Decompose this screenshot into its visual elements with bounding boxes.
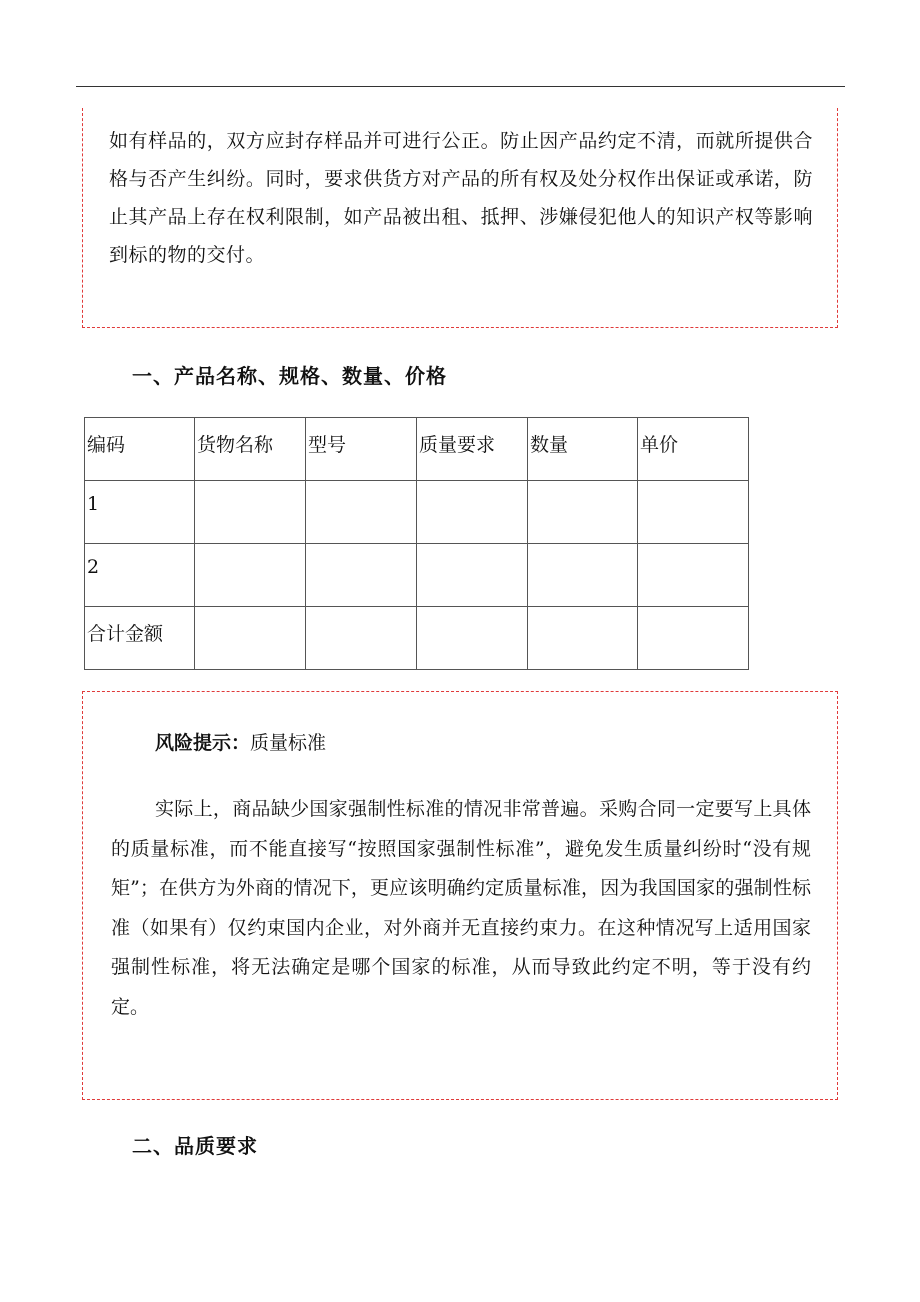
table-header-row: [85, 418, 749, 481]
section-heading-products: 一、产品名称、规格、数量、价格: [132, 364, 447, 388]
header-rule: [76, 86, 845, 87]
table-cell: [638, 607, 749, 670]
table-row: [85, 544, 749, 607]
table-cell: [417, 607, 528, 670]
table-cell: [195, 481, 306, 544]
table-cell: [306, 544, 417, 607]
table-cell: [528, 544, 638, 607]
risk-label: 风险提示：: [155, 732, 251, 754]
header-cell: 质量要求: [417, 418, 528, 481]
intro-note-box: [82, 108, 838, 328]
table-cell: [417, 481, 528, 544]
risk-note-box: [82, 691, 838, 1100]
table-row: [85, 481, 749, 544]
table-cell: [638, 544, 749, 607]
table-cell: [638, 481, 749, 544]
risk-topic: 质量标准: [250, 732, 327, 754]
header-cell: 数量: [528, 418, 638, 481]
table-cell: 2: [85, 544, 195, 607]
table-cell: [528, 481, 638, 544]
goods-table: [84, 417, 749, 670]
table-cell: [306, 607, 417, 670]
table-cell: 1: [85, 481, 195, 544]
table-cell: [195, 544, 306, 607]
table-total-row: [85, 607, 749, 670]
header-cell: 编码: [85, 418, 195, 481]
section-heading-quality: 二、品质要求: [132, 1134, 258, 1158]
risk-paragraph: 实际上，商品缺少国家强制性标准的情况非常普遍。采购合同一定要写上具体的质量标准，而不能直接写“按照国家强制性标准”，避免发生质量纠纷时“没有规矩”；在供方为外商的情况下，更应该明确约定质量标准，因为我国国家的强制性标准（如果有）仅约束国内企业，对外商并无直接约束力。在这种情况写上适用国家强制性标准，将无法确定是哪个国家的标准，从而导致此约定不明，等于没有约定。: [111, 798, 811, 1018]
table-cell: [417, 544, 528, 607]
table-cell: [528, 607, 638, 670]
table-cell: 合计金额: [85, 607, 195, 670]
header-cell: 货物名称: [195, 418, 306, 481]
header-cell: 型号: [306, 418, 417, 481]
header-cell: 单价: [638, 418, 749, 481]
table-cell: [195, 607, 306, 670]
risk-title: [155, 728, 326, 755]
table-cell: [306, 481, 417, 544]
intro-paragraph: 如有样品的，双方应封存样品并可进行公正。防止因产品约定不清，而就所提供合格与否产生纠纷。同时，要求供货方对产品的所有权及处分权作出保证或承诺，防止其产品上存在权利限制，如产品被出租、抵押、涉嫌侵犯他人的知识产权等影响到标的物的交付。: [109, 130, 813, 266]
